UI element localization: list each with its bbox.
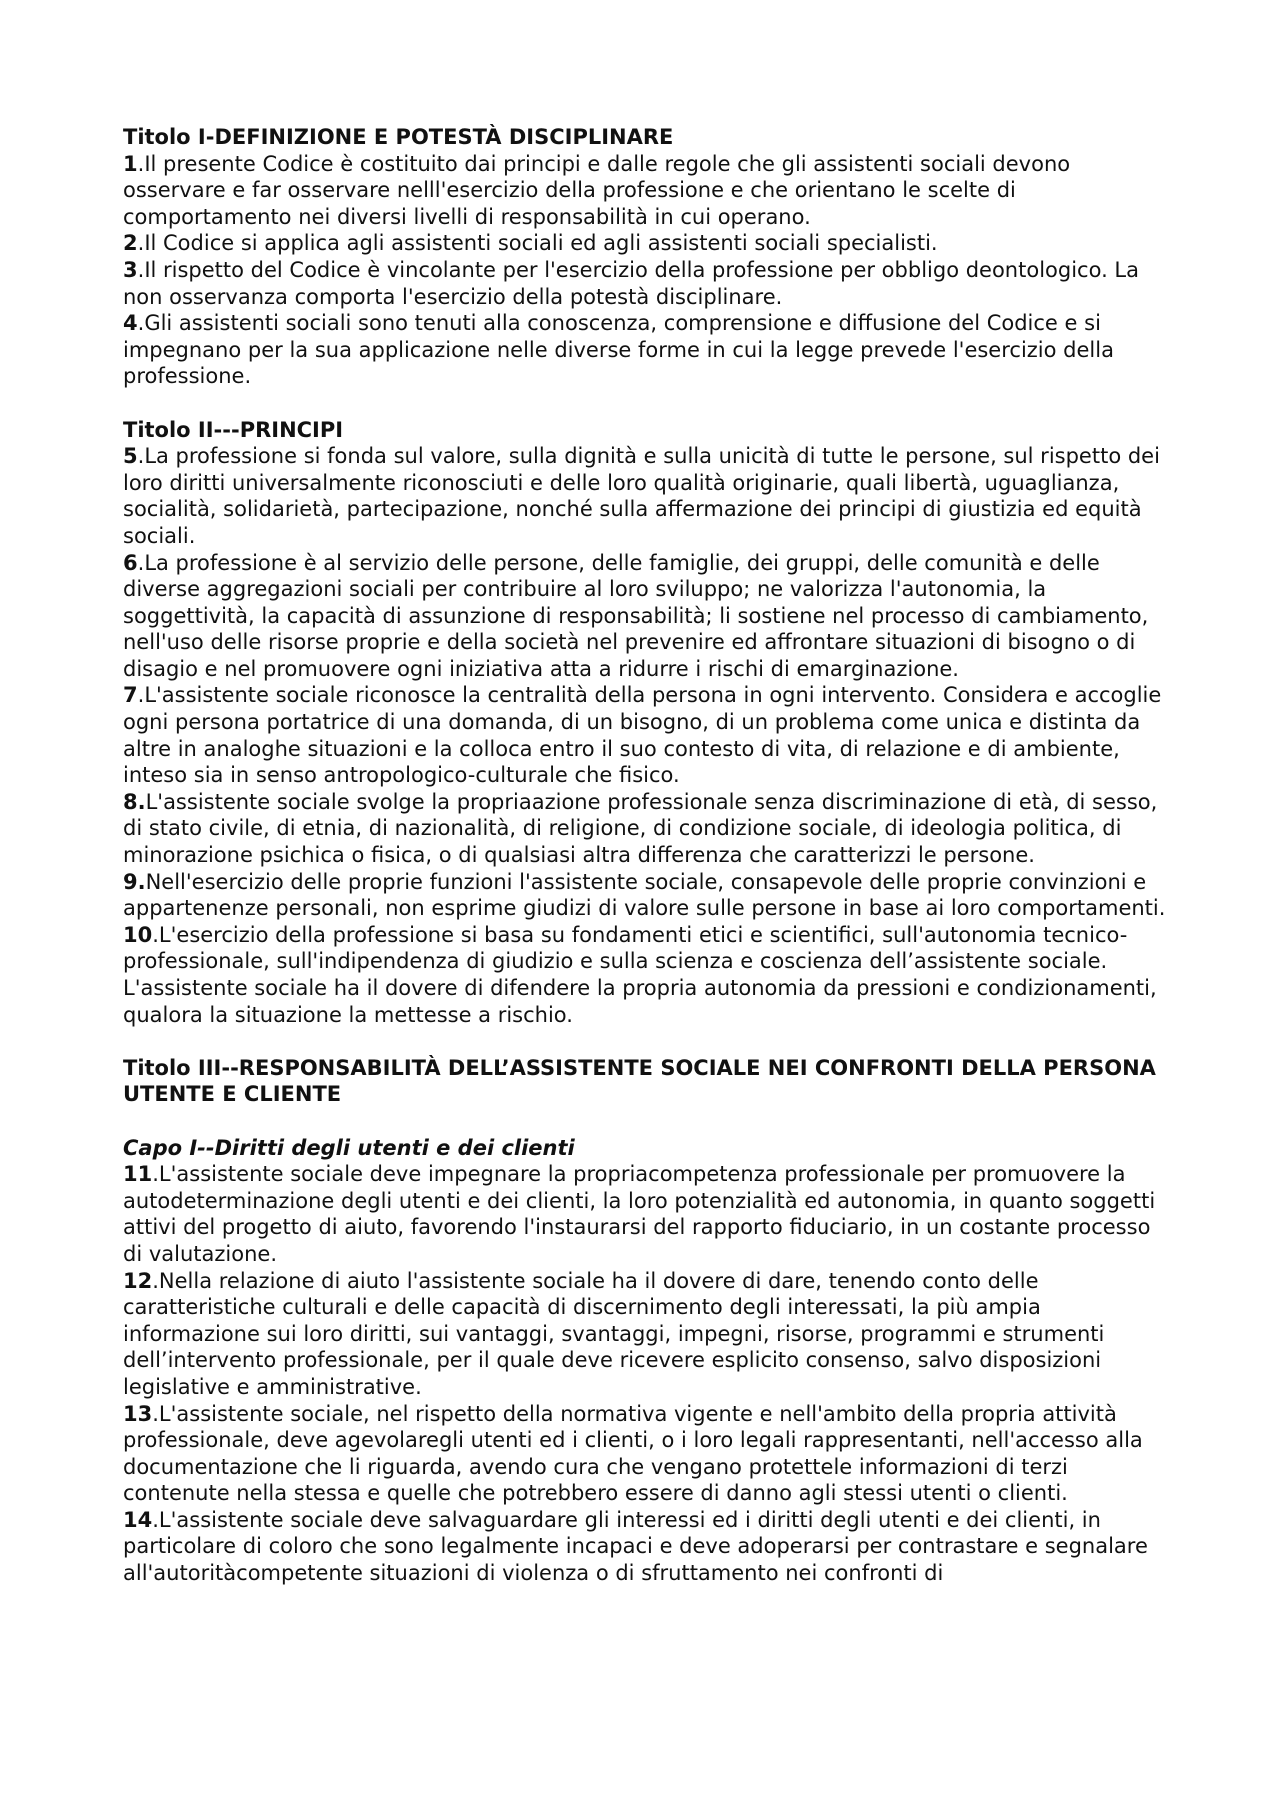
- article-separator: .: [137, 231, 145, 256]
- article-number: 8.: [123, 789, 146, 814]
- article-text: L'assistente sociale deve impegnare la propriacompetenza professionale per promuovere la autodeterminazione degli utenti e dei clienti, la loro potenzialità ed autonomia, in quanto soggetti attivi del progetto di aiuto, favorendo l'instaurarsi del rapporto fiduciario, in un costante processo di valutazione.: [123, 1162, 1156, 1266]
- chapter-heading: Capo I--Diritti degli utenti e dei clienti: [123, 1135, 575, 1160]
- article-separator: .: [152, 1507, 159, 1532]
- article-separator: .: [137, 683, 145, 708]
- article-number: 7: [123, 683, 138, 708]
- article-separator: .: [152, 922, 159, 947]
- section-heading: Titolo I-DEFINIZIONE E POTESTÀ DISCIPLINARE: [123, 125, 674, 149]
- article-paragraph: [123, 310, 1170, 390]
- article-paragraph: [123, 1401, 1170, 1507]
- blank-line: [123, 1108, 1170, 1135]
- article-paragraph: [123, 1507, 1170, 1587]
- article-paragraph: [123, 1161, 1170, 1267]
- article-number: 4: [123, 311, 138, 336]
- article-paragraph: [123, 869, 1170, 922]
- section-titolo-1: [123, 124, 1170, 390]
- article-number: 11: [123, 1162, 153, 1187]
- article-paragraph: [123, 257, 1170, 310]
- article-separator: .: [137, 311, 145, 336]
- article-paragraph: [123, 443, 1170, 549]
- article-number: 9.: [123, 869, 146, 894]
- article-number: 3: [123, 257, 138, 282]
- article-separator: .: [152, 1401, 159, 1426]
- article-text: Nella relazione di aiuto l'assistente sociale ha il dovere di dare, tenendo conto delle caratteristiche culturali e delle capacità di discernimento degli interessati, la più ampia informazione sui loro diritti, sui vantaggi, svantaggi, impegni, risorse, programmi e strumenti dell’intervento professionale, per il quale deve ricevere esplicito consenso, salvo disposizioni legislative e amministrative.: [123, 1268, 1105, 1399]
- article-paragraph: [123, 682, 1170, 788]
- article-number: 5: [123, 444, 138, 469]
- article-text: L'assistente sociale, nel rispetto della normativa vigente e nell'ambito della propria attività professionale, deve agevolaregli utenti ed i clienti, o i loro legali rappresentanti, nell'accesso alla documentazione che li riguarda, avendo cura che vengano protettele informazioni di terzi contenute nella stessa e quelle che potrebbero essere di danno agli stessi utenti o clienti.: [123, 1401, 1143, 1506]
- article-text: Il Codice si applica agli assistenti sociali ed agli assistenti sociali specialisti.: [144, 231, 938, 256]
- article-paragraph: [123, 230, 1170, 257]
- article-number: 14: [123, 1507, 153, 1532]
- article-text: L'assistente sociale deve salvaguardare gli interessi ed i diritti degli utenti e dei clienti, in particolare di coloro che sono legalmente incapaci e deve adoperarsi per contrastare e segnalare all'autoritàcompetente situazioni di violenza o di sfruttamento nei confronti di: [123, 1507, 1148, 1586]
- article-paragraph: [123, 922, 1170, 1028]
- article-number: 10: [123, 922, 153, 947]
- blank-line: [123, 390, 1170, 417]
- article-paragraph: [123, 550, 1170, 683]
- article-number: 13: [123, 1401, 153, 1426]
- article-number: 1: [123, 151, 138, 176]
- article-number: 2: [123, 231, 138, 256]
- section-titolo-3: [123, 1055, 1170, 1587]
- article-separator: .: [137, 550, 145, 575]
- article-separator: .: [137, 257, 145, 282]
- article-separator: .: [152, 1162, 159, 1187]
- article-text: L'assistente sociale svolge la propriaazione professionale senza discriminazione di età, di sesso, di stato civile, di etnia, di nazionalità, di religione, di condizione sociale, di ideologia politica, di minorazione psichica o fisica, o di qualsiasi altra differenza che caratterizzi le persone.: [123, 789, 1158, 868]
- article-text: Il rispetto del Codice è vincolante per l'esercizio della professione per obbligo deontologico. La non osservanza comporta l'esercizio della potestà disciplinare.: [123, 257, 1139, 309]
- article-text: L'assistente sociale riconosce la centralità della persona in ogni intervento. Considera e accoglie ogni persona portatrice di una domanda, di un bisogno, di un problema come unica e distinta da altre in analoghe situazioni e la colloca entro il suo contesto di vita, di relazione e di ambiente, inteso sia in senso antropologico-culturale che fisico.: [123, 683, 1162, 788]
- section-heading: Titolo II---PRINCIPI: [123, 417, 344, 442]
- article-separator: .: [152, 1268, 159, 1293]
- article-text: Gli assistenti sociali sono tenuti alla conoscenza, comprensione e diffusione del Codice e si impegnano per la sua applicazione nelle diverse forme in cui la legge prevede l'esercizio della professione.: [123, 311, 1114, 389]
- article-text: La professione si fonda sul valore, sulla dignità e sulla unicità di tutte le persone, sul rispetto dei loro diritti universalmente riconosciuti e delle loro qualità originarie, quali libertà, uguaglianza, socialità, solidarietà, partecipazione, nonché sulla affermazione dei principi di giustizia ed equità sociali.: [123, 444, 1160, 548]
- article-paragraph: [123, 1268, 1170, 1401]
- blank-line: [123, 1028, 1170, 1055]
- article-separator: .: [137, 151, 145, 176]
- article-text: Il presente Codice è costituito dai principi e dalle regole che gli assistenti sociali devono osservare e far osservare nelll'esercizio della professione e che orientano le scelte di comportamento nei diversi livelli di responsabilità in cui operano.: [123, 151, 1071, 229]
- section-titolo-2: [123, 417, 1170, 1029]
- article-paragraph: [123, 789, 1170, 869]
- article-text: Nell'esercizio delle proprie funzioni l'assistente sociale, consapevole delle proprie convinzioni e appartenenze personali, non esprime giudizi di valore sulle persone in base ai loro comportamenti.: [123, 869, 1166, 921]
- article-separator: .: [137, 444, 145, 469]
- article-number: 12: [123, 1268, 153, 1293]
- article-text: L'esercizio della professione si basa su fondamenti etici e scientifici, sull'autonomia tecnico-professionale, sull'indipendenza di giudizio e sulla scienza e coscienza dell’assistente sociale. L'assistente sociale ha il dovere di difendere la propria autonomia da pressioni e condizionamenti, qualora la situazione la mettesse a rischio.: [123, 922, 1157, 1027]
- article-text: La professione è al servizio delle persone, delle famiglie, dei gruppi, delle comunità e delle diverse aggregazioni sociali per contribuire al loro sviluppo; ne valorizza l'autonomia, la soggettività, la capacità di assunzione di responsabilità; li sostiene nel processo di cambiamento, nell'uso delle risorse proprie e della società nel prevenire ed affrontare situazioni di bisogno o di disagio e nel promuovere ogni iniziativa atta a ridurre i rischi di emarginazione.: [123, 550, 1149, 681]
- article-paragraph: [123, 151, 1170, 231]
- article-number: 6: [123, 550, 138, 575]
- section-heading: Titolo III--RESPONSABILITÀ DELL’ASSISTENTE SOCIALE NEI CONFRONTI DELLA PERSONA UTENTE E CLIENTE: [123, 1055, 1156, 1107]
